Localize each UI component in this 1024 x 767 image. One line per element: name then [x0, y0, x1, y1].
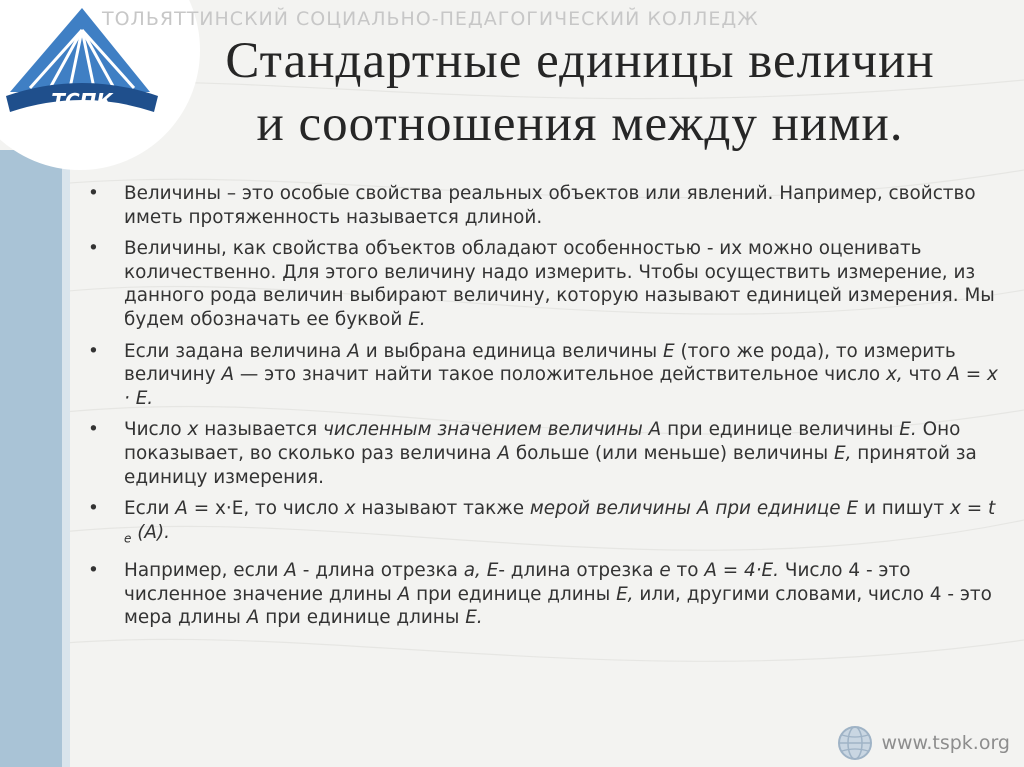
globe-icon: [837, 725, 873, 761]
bullet-list: [88, 182, 1008, 638]
title-line-2: и соотношения между ними.: [256, 96, 904, 152]
bullet-item: • Например, если А - длина отрезка а, Е- длина отрезка е то А = 4·Е. Число 4 - это численное значение длины А при единице длины Е, или, другими словами, число 4 - это мера длины А при единице длины Е.: [88, 559, 1008, 630]
bullet-item: • Число х называется численным значением величины А при единице величины Е. Оно показывает, во сколько раз величина А больше (или меньше) величины Е, принятой за единицу измерения.: [88, 418, 1008, 489]
bullet-item: • Величины, как свойства объектов обладают особенностью - их можно оценивать количественно. Для этого величину надо измерить. Чтобы осуществить измерение, из данного рода величин выбирают величину, которую называют единицей измерения. Мы будем обозначать ее буквой Е.: [88, 237, 1008, 331]
bullet-item: • Если А = х·Е, то число х называют также мерой величины А при единице Е и пишут х = t $_е$ (А).: [88, 497, 1008, 551]
bullet-item: • Если задана величина А и выбрана единица величины Е (того же рода), то измерить величину А — это значит найти такое положительное действительное число х, что А = х · Е.: [88, 340, 1008, 411]
college-name: ТОЛЬЯТТИНСКИЙ СОЦИАЛЬНО-ПЕДАГОГИЧЕСКИЙ КОЛЛЕДЖ: [102, 8, 759, 30]
footer: [837, 725, 1010, 761]
logo-text: ТСПК: [51, 89, 113, 113]
website-url[interactable]: www.tspk.org: [881, 732, 1010, 754]
slide-title: [150, 30, 1010, 156]
title-line-1: Стандартные единицы величин: [225, 33, 935, 89]
bullet-item: • Величины – это особые свойства реальных объектов или явлений. Например, свойство иметь протяженность называется длиной.: [88, 182, 1008, 229]
left-decorative-bar: [0, 150, 70, 767]
